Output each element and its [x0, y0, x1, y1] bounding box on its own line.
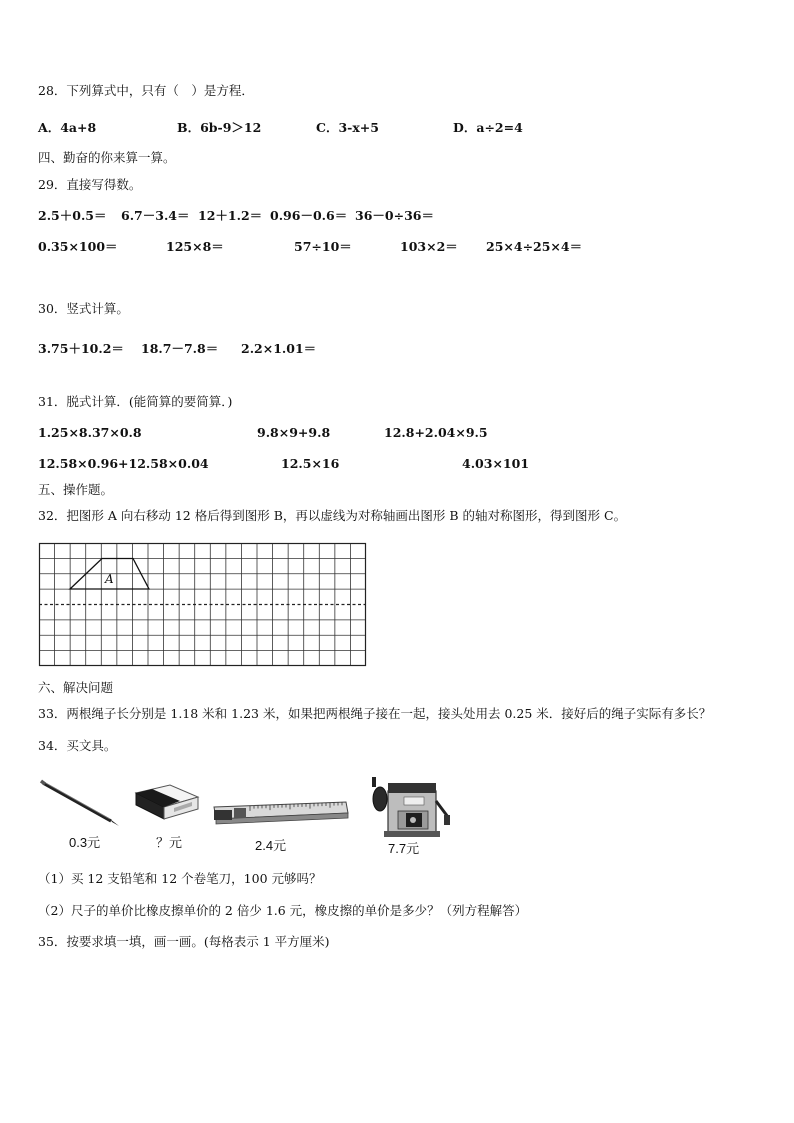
q31-item-3: 12.8+2.04×9.5	[384, 425, 488, 440]
q30-item-1: 3.75＋10.2＝	[38, 341, 124, 356]
ruler-price: 2.4元	[255, 838, 287, 853]
q28-option-d: D．a÷2=4	[453, 120, 523, 135]
q29-item-7: 125×8＝	[166, 239, 224, 254]
q28-option-c: C．3-x+5	[316, 120, 379, 135]
pencil-price: 0.3元	[69, 835, 101, 850]
q29-item-1: 2.5＋0.5＝	[38, 208, 107, 223]
pencil-sharpener-price: 7.7元	[388, 841, 420, 856]
q28-stem: 28．下列算式中，只有（ ）是方程．	[38, 83, 254, 98]
q29-item-5: 36－0÷36＝	[355, 208, 434, 223]
q31-item-2: 9.8×9+9.8	[257, 425, 331, 440]
q29-item-2: 6.7－3.4＝	[121, 208, 190, 223]
q30-item-2: 18.7－7.8＝	[141, 341, 219, 356]
q29-item-6: 0.35×100＝	[38, 239, 118, 254]
q31-stem: 31．脱式计算．(能简算的要简算．)	[38, 394, 233, 409]
q34-sub-question-2: （2）尺子的单价比橡皮擦单价的 2 倍少 1.6 元，橡皮擦的单价是多少？（列方程解答）	[38, 903, 528, 918]
q35-stem: 35．按要求填一填，画一画。(每格表示 1 平方厘米)	[38, 934, 330, 949]
q30-item-3: 2.2×1.01＝	[241, 341, 317, 356]
q28-option-a: A．4a+8	[38, 120, 97, 135]
q30-stem: 30．竖式计算。	[38, 301, 129, 316]
q29-item-9: 103×2＝	[400, 239, 458, 254]
q29-item-3: 12＋1.2＝	[198, 208, 263, 223]
shape-a-label: A	[105, 572, 114, 586]
pencil-sharpener-icon	[368, 773, 452, 839]
eraser-icon	[134, 783, 200, 823]
q29-item-10: 25×4÷25×4＝	[486, 239, 583, 254]
q29-item-4: 0.96－0.6＝	[270, 208, 348, 223]
q32-grid-figure	[39, 543, 366, 666]
q31-item-1: 1.25×8.37×0.8	[38, 425, 142, 440]
q33-stem: 33．两根绳子长分别是 1.18 米和 1.23 米，如果把两根绳子接在一起，接头处用去 0.25 米．接好后的绳子实际有多长？	[38, 706, 712, 721]
q31-item-5: 12.5×16	[281, 456, 340, 471]
eraser-price: ？元	[156, 835, 183, 850]
ruler-icon	[212, 800, 350, 826]
section-4-heading: 四、勤奋的你来算一算。	[38, 150, 176, 165]
pencil-icon	[40, 780, 122, 828]
q31-item-4: 12.58×0.96+12.58×0.04	[38, 456, 209, 471]
q32-stem: 32．把图形 A 向右移动 12 格后得到图形 B，再以虚线为对称轴画出图形 B 的轴对称图形，得到图形 C。	[38, 508, 627, 523]
q28-option-b: B．6b-9＞12	[177, 120, 262, 135]
q29-item-8: 57÷10＝	[294, 239, 352, 254]
section-6-heading: 六、解决问题	[38, 680, 114, 695]
q31-item-6: 4.03×101	[462, 456, 530, 471]
section-5-heading: 五、操作题。	[38, 482, 114, 497]
q34-sub-question-1: （1）买 12 支铅笔和 12 个卷笔刀，100 元够吗？	[38, 871, 322, 886]
q34-stem: 34．买文具。	[38, 738, 117, 753]
q29-stem: 29．直接写得数。	[38, 177, 142, 192]
